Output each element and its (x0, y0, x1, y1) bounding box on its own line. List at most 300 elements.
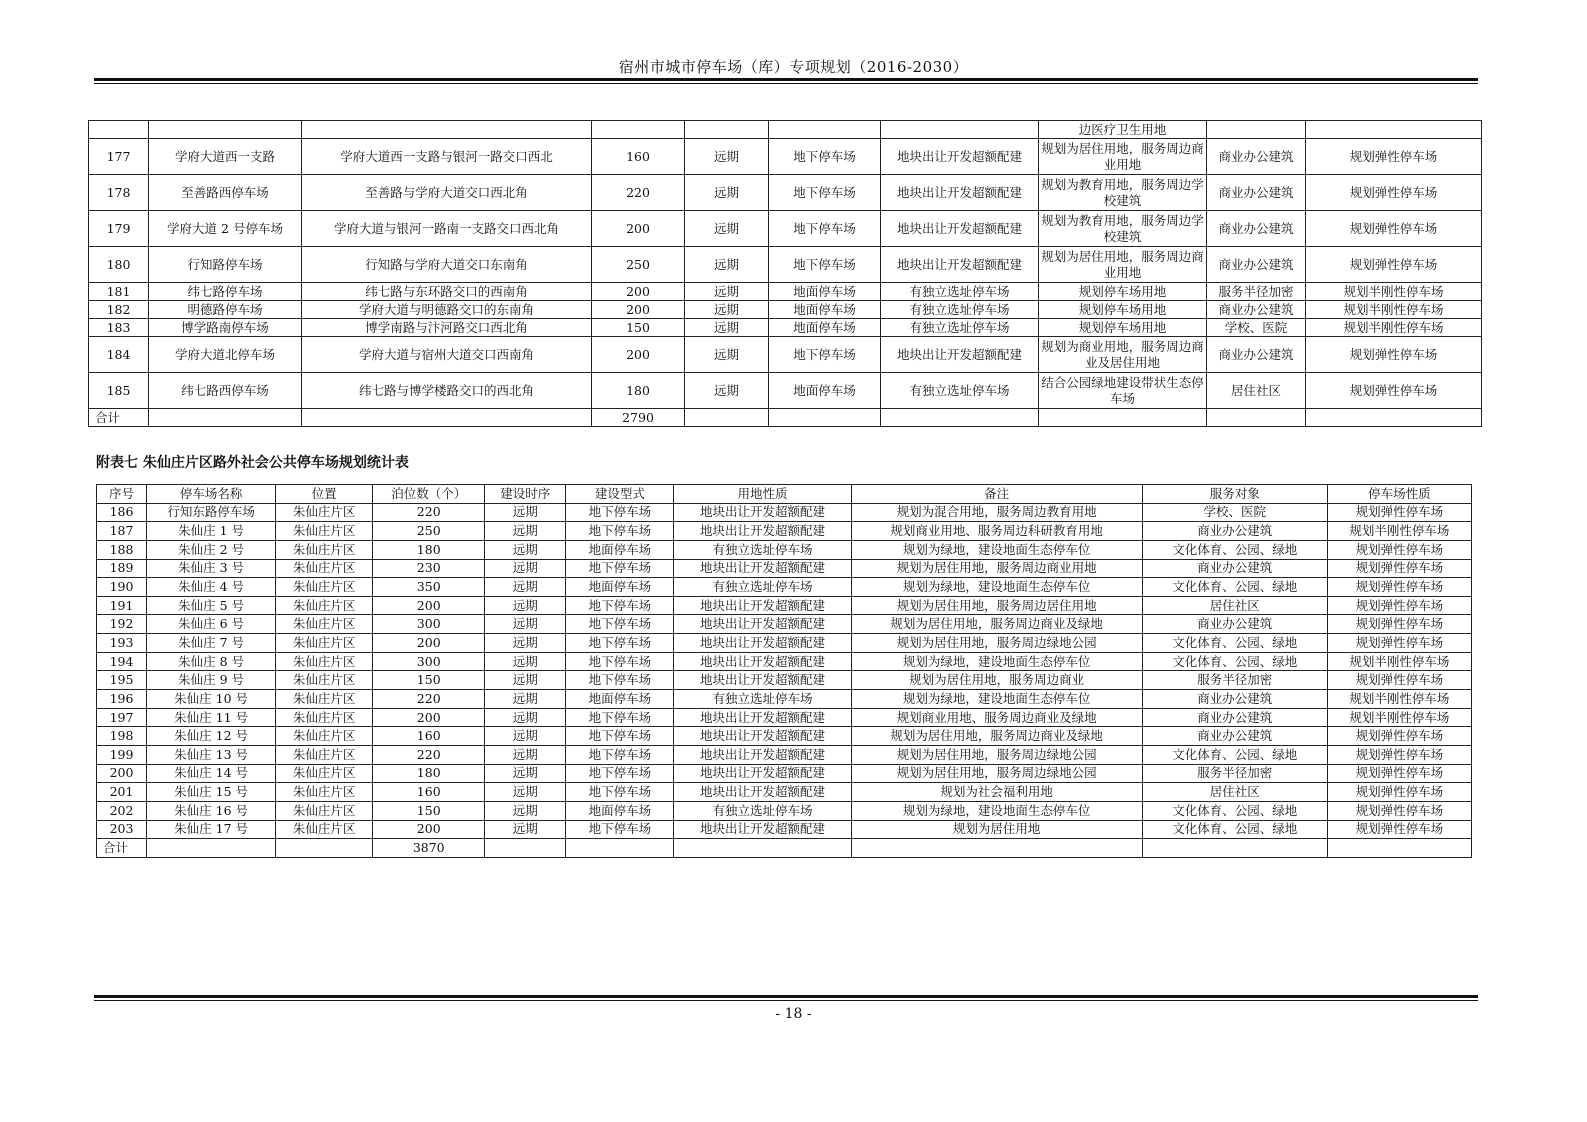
table-cell: 规划弹性停车场 (1327, 634, 1471, 653)
table-cell: 规划为绿地，建设地面生态停车位 (851, 578, 1142, 597)
table-cell: 规划为教育用地，服务周边学校建筑 (1039, 211, 1207, 247)
table-cell: 朱仙庄片区 (276, 559, 373, 578)
table-cell: 文化体育、公园、绿地 (1142, 578, 1327, 597)
table-cell: 有独立选址停车场 (881, 301, 1039, 319)
table-cell: 文化体育、公园、绿地 (1142, 745, 1327, 764)
table-cell: 规划弹性停车场 (1327, 578, 1471, 597)
table-cell: 远期 (685, 373, 769, 409)
table-cell: 地下停车场 (566, 764, 674, 783)
table-cell: 地块出让开发超额配建 (674, 652, 851, 671)
table-cell: 文化体育、公园、绿地 (1142, 801, 1327, 820)
table-cell: 规划弹性停车场 (1327, 671, 1471, 690)
table-row (89, 175, 1482, 211)
table-cell: 181 (89, 283, 149, 301)
table-cell: 220 (373, 690, 485, 709)
table-cell: 197 (97, 708, 147, 727)
table-cell: 朱仙庄 10 号 (147, 690, 276, 709)
page-number: - 18 - (775, 1006, 812, 1022)
table-cell: 远期 (685, 337, 769, 373)
table-cell: 朱仙庄 8 号 (147, 652, 276, 671)
table-cell: 行知路停车场 (149, 247, 302, 283)
table-row (89, 373, 1482, 409)
table-cell: 150 (373, 671, 485, 690)
header-rule-thick (94, 78, 1478, 81)
table-cell: 至善路与学府大道交口西北角 (302, 175, 592, 211)
table-cell (1207, 409, 1306, 427)
table-cell: 190 (97, 578, 147, 597)
table-cell: 地下停车场 (566, 671, 674, 690)
table-cell: 朱仙庄 6 号 (147, 615, 276, 634)
table-cell (769, 409, 881, 427)
table-cell: 规划半刚性停车场 (1327, 690, 1471, 709)
table-cell: 200 (592, 337, 685, 373)
table-cell: 182 (89, 301, 149, 319)
table-cell: 地块出让开发超额配建 (674, 634, 851, 653)
table-cell: 商业办公建筑 (1142, 690, 1327, 709)
table-cell: 服务半径加密 (1207, 283, 1306, 301)
table-cell: 地块出让开发超额配建 (674, 559, 851, 578)
table-cell: 远期 (485, 783, 566, 802)
table-cell: 地块出让开发超额配建 (674, 503, 851, 522)
table-cell: 远期 (485, 578, 566, 597)
table-cell: 178 (89, 175, 149, 211)
table-cell: 博学南路与汴河路交口西北角 (302, 319, 592, 337)
table-cell: 200 (373, 634, 485, 653)
table-cell: 商业办公建筑 (1207, 175, 1306, 211)
table-cell: 规划为居住用地，服务周边商业用地 (1039, 139, 1207, 175)
table-cell: 规划为居住用地，服务周边绿地公园 (851, 764, 1142, 783)
table-cell: 160 (373, 783, 485, 802)
table-cell: 地下停车场 (769, 175, 881, 211)
total-label: 合计 (97, 839, 147, 858)
table-cell: 朱仙庄片区 (276, 820, 373, 839)
table-cell: 规划半刚性停车场 (1327, 522, 1471, 541)
table-cell: 地下停车场 (566, 708, 674, 727)
table-cell: 189 (97, 559, 147, 578)
table-cell: 学府大道与宿州大道交口西南角 (302, 337, 592, 373)
table-cell: 远期 (685, 319, 769, 337)
table2-caption: 附表七 朱仙庄片区路外社会公共停车场规划统计表 (96, 455, 409, 471)
table-cell: 远期 (485, 615, 566, 634)
table-cell: 184 (89, 337, 149, 373)
table-cell: 180 (89, 247, 149, 283)
table-total-row (89, 409, 1482, 427)
total-label: 合计 (89, 409, 149, 427)
table-cell: 地面停车场 (566, 540, 674, 559)
table-cell: 远期 (685, 175, 769, 211)
table-cell: 地块出让开发超额配建 (674, 820, 851, 839)
table-cell: 朱仙庄片区 (276, 578, 373, 597)
table-cell: 朱仙庄 13 号 (147, 745, 276, 764)
table-cell: 规划弹性停车场 (1306, 139, 1482, 175)
table-cell: 行知路与学府大道交口东南角 (302, 247, 592, 283)
table-cell: 朱仙庄 14 号 (147, 764, 276, 783)
table-cell: 180 (592, 373, 685, 409)
table-cell: 服务半径加密 (1142, 671, 1327, 690)
table-cell: 学府大道 2 号停车场 (149, 211, 302, 247)
table-row (97, 783, 1472, 802)
table-cell (685, 409, 769, 427)
table-cell: 规划半刚性停车场 (1306, 283, 1482, 301)
table-row (89, 301, 1482, 319)
table-row (97, 727, 1472, 746)
column-header: 序号 (97, 485, 147, 504)
table-row (89, 211, 1482, 247)
table-cell: 196 (97, 690, 147, 709)
table-row-continuation (89, 121, 1482, 139)
table-row (97, 578, 1472, 597)
table-cell: 250 (373, 522, 485, 541)
table-cell (149, 409, 302, 427)
table-cell: 规划弹性停车场 (1327, 764, 1471, 783)
table-header-row (97, 485, 1472, 504)
table-cell: 居住社区 (1207, 373, 1306, 409)
table-cell: 居住社区 (1142, 783, 1327, 802)
table-cell: 远期 (485, 708, 566, 727)
table-cell: 规划弹性停车场 (1327, 745, 1471, 764)
table-cell: 纬七路西停车场 (149, 373, 302, 409)
table-cell: 朱仙庄 2 号 (147, 540, 276, 559)
table-cell: 朱仙庄片区 (276, 615, 373, 634)
table-cell: 规划为居住用地，服务周边商业用地 (1039, 247, 1207, 283)
table-cell: 朱仙庄片区 (276, 596, 373, 615)
table-cell: 地块出让开发超额配建 (674, 783, 851, 802)
table-row (89, 337, 1482, 373)
table-cell: 地下停车场 (566, 596, 674, 615)
table-row (97, 801, 1472, 820)
table-cell: 有独立选址停车场 (674, 801, 851, 820)
table-cell: 朱仙庄 17 号 (147, 820, 276, 839)
table-cell: 远期 (485, 540, 566, 559)
table-cell: 179 (89, 211, 149, 247)
table-cell (685, 121, 769, 139)
table-cell: 193 (97, 634, 147, 653)
table-cell (1142, 839, 1327, 858)
table2-header (97, 485, 1472, 504)
table-cell: 远期 (485, 820, 566, 839)
table-cell: 有独立选址停车场 (674, 540, 851, 559)
table-cell: 地块出让开发超额配建 (881, 337, 1039, 373)
table-cell: 200 (592, 283, 685, 301)
table-cell: 220 (592, 175, 685, 211)
table-cell: 220 (373, 745, 485, 764)
table-cell: 远期 (485, 503, 566, 522)
table-cell: 朱仙庄片区 (276, 652, 373, 671)
table-cell: 规划为居住用地，服务周边绿地公园 (851, 745, 1142, 764)
table-cell (302, 121, 592, 139)
table-cell: 199 (97, 745, 147, 764)
table-cell: 朱仙庄 15 号 (147, 783, 276, 802)
table-cell (149, 121, 302, 139)
table-cell: 地下停车场 (566, 745, 674, 764)
footer-rule-thick (94, 995, 1478, 998)
table-cell: 远期 (485, 727, 566, 746)
table-cell: 规划为社会福利用地 (851, 783, 1142, 802)
parking-table-continued (88, 120, 1482, 427)
table-cell: 朱仙庄片区 (276, 503, 373, 522)
table-cell: 300 (373, 652, 485, 671)
table-cell: 191 (97, 596, 147, 615)
table-cell: 文化体育、公园、绿地 (1142, 652, 1327, 671)
table-cell: 学府大道北停车场 (149, 337, 302, 373)
table1-body (89, 121, 1482, 427)
table-cell: 朱仙庄 9 号 (147, 671, 276, 690)
table-cell: 180 (373, 540, 485, 559)
table-cell: 180 (373, 764, 485, 783)
table-cell: 195 (97, 671, 147, 690)
table-cell: 198 (97, 727, 147, 746)
table-cell: 地面停车场 (566, 690, 674, 709)
table-cell: 行知东路停车场 (147, 503, 276, 522)
page-header-title: 宿州市城市停车场（库）专项规划（2016-2030） (618, 58, 969, 76)
table-cell: 商业办公建筑 (1207, 139, 1306, 175)
table-cell: 纬七路与博学楼路交口的西北角 (302, 373, 592, 409)
header-rule-thin (94, 83, 1478, 84)
table-cell: 朱仙庄 4 号 (147, 578, 276, 597)
column-header: 停车场名称 (147, 485, 276, 504)
table-cell: 地块出让开发超额配建 (674, 745, 851, 764)
table-cell: 远期 (485, 596, 566, 615)
table-cell (276, 839, 373, 858)
table-cell: 地面停车场 (769, 283, 881, 301)
zhuxianzhuang-parking-table (96, 484, 1472, 858)
table-cell: 地块出让开发超额配建 (674, 727, 851, 746)
table-cell (485, 839, 566, 858)
table-cell: 地下停车场 (566, 559, 674, 578)
table-cell: 地面停车场 (769, 301, 881, 319)
table-cell: 至善路西停车场 (149, 175, 302, 211)
table-cell: 规划半刚性停车场 (1306, 319, 1482, 337)
table-row (97, 540, 1472, 559)
table-cell: 地面停车场 (769, 319, 881, 337)
table-cell: 186 (97, 503, 147, 522)
table-cell: 有独立选址停车场 (881, 319, 1039, 337)
table-row (89, 283, 1482, 301)
table-cell: 有独立选址停车场 (674, 578, 851, 597)
footer-rule-thin (94, 1000, 1478, 1001)
table-cell: 地块出让开发超额配建 (674, 671, 851, 690)
table-cell: 地块出让开发超额配建 (881, 175, 1039, 211)
table-cell: 远期 (485, 522, 566, 541)
table-cell: 纬七路停车场 (149, 283, 302, 301)
table-cell: 200 (373, 708, 485, 727)
table-cell: 博学路南停车场 (149, 319, 302, 337)
table-cell: 地块出让开发超额配建 (674, 615, 851, 634)
table-cell: 194 (97, 652, 147, 671)
table-cell: 规划停车场用地 (1039, 283, 1207, 301)
table-cell (851, 839, 1142, 858)
table-cell: 边医疗卫生用地 (1039, 121, 1207, 139)
table-cell: 商业办公建筑 (1207, 247, 1306, 283)
column-header: 备注 (851, 485, 1142, 504)
table-row (97, 652, 1472, 671)
table-cell: 远期 (485, 764, 566, 783)
table-cell: 200 (592, 301, 685, 319)
table-cell: 朱仙庄 12 号 (147, 727, 276, 746)
table-cell: 250 (592, 247, 685, 283)
table-cell: 规划弹性停车场 (1306, 337, 1482, 373)
table-cell: 商业办公建筑 (1142, 708, 1327, 727)
total-value: 3870 (373, 839, 485, 858)
table-cell: 有独立选址停车场 (881, 373, 1039, 409)
table-cell: 规划为商业用地，服务周边商业及居住用地 (1039, 337, 1207, 373)
table-cell: 200 (592, 211, 685, 247)
column-header: 停车场性质 (1327, 485, 1471, 504)
table-cell: 160 (592, 139, 685, 175)
table-row (89, 247, 1482, 283)
table-cell: 明德路停车场 (149, 301, 302, 319)
table-cell: 177 (89, 139, 149, 175)
table-cell: 规划半刚性停车场 (1306, 301, 1482, 319)
table-cell: 187 (97, 522, 147, 541)
table-cell: 地下停车场 (566, 727, 674, 746)
table-cell: 规划弹性停车场 (1306, 211, 1482, 247)
table-cell: 230 (373, 559, 485, 578)
table-row (97, 820, 1472, 839)
column-header: 建设型式 (566, 485, 674, 504)
total-value: 2790 (592, 409, 685, 427)
table-cell: 学府大道西一支路与银河一路交口西北 (302, 139, 592, 175)
table-cell: 地块出让开发超额配建 (881, 247, 1039, 283)
table-cell: 地块出让开发超额配建 (881, 139, 1039, 175)
table-row (97, 745, 1472, 764)
table-cell: 规划弹性停车场 (1306, 373, 1482, 409)
table2-body (97, 503, 1472, 857)
table-cell: 规划为居住用地，服务周边居住用地 (851, 596, 1142, 615)
table-cell: 地下停车场 (566, 652, 674, 671)
table-row (89, 139, 1482, 175)
table-cell (147, 839, 276, 858)
column-header: 服务对象 (1142, 485, 1327, 504)
table-cell: 203 (97, 820, 147, 839)
column-header: 建设时序 (485, 485, 566, 504)
table-cell: 地下停车场 (566, 522, 674, 541)
table-cell: 远期 (485, 801, 566, 820)
table-cell: 规划为混合用地，服务周边教育用地 (851, 503, 1142, 522)
table-cell: 规划为居住用地，服务周边商业用地 (851, 559, 1142, 578)
table-cell: 地下停车场 (769, 337, 881, 373)
table-cell: 远期 (685, 283, 769, 301)
table-cell: 学校、医院 (1142, 503, 1327, 522)
table-cell: 地下停车场 (769, 247, 881, 283)
table-cell (1327, 839, 1471, 858)
table-cell: 规划弹性停车场 (1327, 559, 1471, 578)
table-cell: 商业办公建筑 (1207, 301, 1306, 319)
table-cell: 商业办公建筑 (1142, 522, 1327, 541)
table-cell: 201 (97, 783, 147, 802)
table-row (89, 319, 1482, 337)
table-cell: 商业办公建筑 (1142, 727, 1327, 746)
table-cell (302, 409, 592, 427)
table-cell: 地下停车场 (566, 820, 674, 839)
table-cell: 规划弹性停车场 (1327, 615, 1471, 634)
table-cell: 服务半径加密 (1142, 764, 1327, 783)
table-cell: 185 (89, 373, 149, 409)
column-header: 泊位数（个） (373, 485, 485, 504)
table-cell (1207, 121, 1306, 139)
table-cell: 183 (89, 319, 149, 337)
table-cell: 朱仙庄 11 号 (147, 708, 276, 727)
table-cell: 规划弹性停车场 (1327, 783, 1471, 802)
table-cell: 朱仙庄片区 (276, 540, 373, 559)
table-cell: 规划为居住用地，服务周边商业及绿地 (851, 615, 1142, 634)
table-row (97, 764, 1472, 783)
table-cell: 地面停车场 (769, 373, 881, 409)
table-cell: 地块出让开发超额配建 (674, 708, 851, 727)
table-cell: 地面停车场 (566, 578, 674, 597)
table-cell: 规划商业用地、服务周边商业及绿地 (851, 708, 1142, 727)
table-cell: 朱仙庄 3 号 (147, 559, 276, 578)
table-cell: 规划停车场用地 (1039, 301, 1207, 319)
table-cell: 200 (97, 764, 147, 783)
table-cell: 地下停车场 (566, 503, 674, 522)
table-cell: 地块出让开发超额配建 (674, 764, 851, 783)
table-cell (674, 839, 851, 858)
table-cell: 规划商业用地、服务周边科研教育用地 (851, 522, 1142, 541)
table-cell: 朱仙庄 7 号 (147, 634, 276, 653)
table-cell: 192 (97, 615, 147, 634)
table-cell: 地下停车场 (566, 615, 674, 634)
table-cell: 地块出让开发超额配建 (881, 211, 1039, 247)
column-header: 位置 (276, 485, 373, 504)
table-cell: 规划为教育用地，服务周边学校建筑 (1039, 175, 1207, 211)
table-cell: 商业办公建筑 (1142, 559, 1327, 578)
table-cell: 朱仙庄片区 (276, 522, 373, 541)
table-cell: 规划为绿地，建设地面生态停车位 (851, 801, 1142, 820)
table-cell: 地下停车场 (769, 211, 881, 247)
table-cell: 远期 (685, 247, 769, 283)
table-cell: 文化体育、公园、绿地 (1142, 634, 1327, 653)
table-cell: 朱仙庄 5 号 (147, 596, 276, 615)
table-cell: 350 (373, 578, 485, 597)
table-cell: 朱仙庄片区 (276, 745, 373, 764)
table-cell: 地块出让开发超额配建 (674, 596, 851, 615)
table-cell: 规划为绿地，建设地面生态停车位 (851, 690, 1142, 709)
table-cell: 文化体育、公园、绿地 (1142, 540, 1327, 559)
table-cell: 地下停车场 (566, 783, 674, 802)
table-cell: 远期 (685, 211, 769, 247)
table-row (97, 559, 1472, 578)
table-cell (881, 409, 1039, 427)
table-cell (592, 121, 685, 139)
table-cell: 朱仙庄片区 (276, 634, 373, 653)
table-cell (881, 121, 1039, 139)
table-row (97, 708, 1472, 727)
table-cell: 朱仙庄 1 号 (147, 522, 276, 541)
table-cell (1039, 409, 1207, 427)
table-cell: 学校、医院 (1207, 319, 1306, 337)
table-cell: 规划弹性停车场 (1306, 175, 1482, 211)
table-cell: 地下停车场 (769, 139, 881, 175)
table-cell: 地面停车场 (566, 801, 674, 820)
table-cell: 150 (373, 801, 485, 820)
table-cell: 远期 (485, 559, 566, 578)
table-cell: 200 (373, 596, 485, 615)
table-cell: 规划弹性停车场 (1327, 801, 1471, 820)
table-row (97, 690, 1472, 709)
table-cell (769, 121, 881, 139)
table-cell: 规划为居住用地 (851, 820, 1142, 839)
table-row (97, 634, 1472, 653)
table-cell: 202 (97, 801, 147, 820)
table-row (97, 503, 1472, 522)
table-cell: 朱仙庄片区 (276, 801, 373, 820)
table-cell: 规划弹性停车场 (1327, 727, 1471, 746)
table-cell: 规划为居住用地，服务周边商业 (851, 671, 1142, 690)
table-cell: 规划为居住用地，服务周边绿地公园 (851, 634, 1142, 653)
table-cell: 220 (373, 503, 485, 522)
table-cell: 160 (373, 727, 485, 746)
